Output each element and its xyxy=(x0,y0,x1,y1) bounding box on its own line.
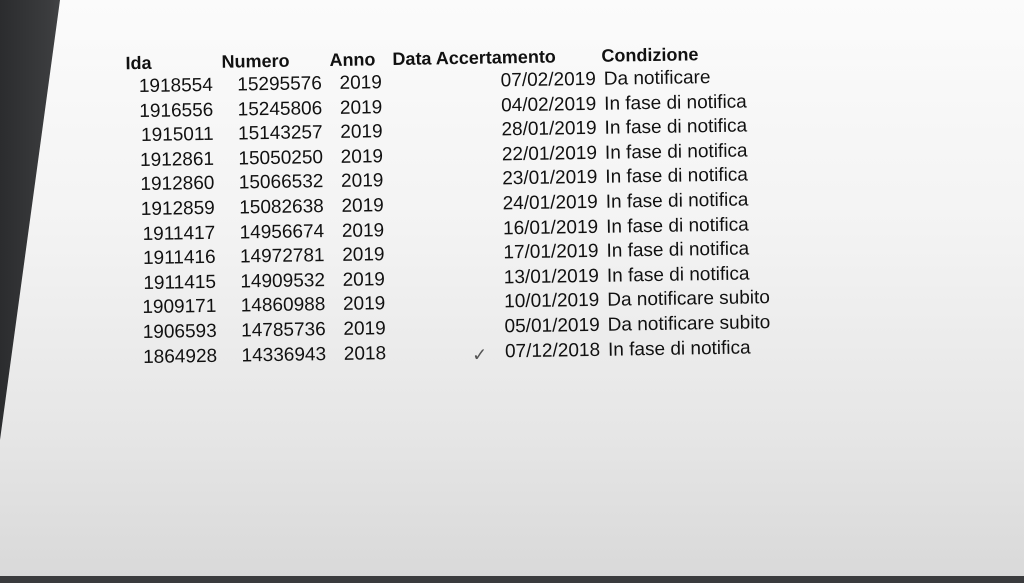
cell-numero: 15143257 xyxy=(237,122,323,145)
cell-condizione: In fase di notifica xyxy=(604,91,747,115)
cell-condizione: In fase di notifica xyxy=(606,238,750,262)
cell-ida: 1911415 xyxy=(143,271,217,294)
cell-ida: 1912859 xyxy=(140,197,215,221)
cell-anno: 2019 xyxy=(342,268,386,291)
cell-anno: 2019 xyxy=(341,195,384,217)
cell-condizione: Da notificare xyxy=(603,67,711,90)
cell-numero: 15050250 xyxy=(238,146,324,170)
cell-ida: 1918554 xyxy=(138,74,214,98)
header-numero: Numero xyxy=(221,50,290,72)
cell-numero: 14956674 xyxy=(239,220,325,244)
cell-ida: 1916556 xyxy=(139,99,214,122)
cell-ida: 1912860 xyxy=(140,173,215,196)
cell-anno: 2019 xyxy=(340,121,383,144)
cell-numero: 14336943 xyxy=(241,343,327,367)
cell-ida: 1912861 xyxy=(139,148,215,171)
header-data-accertamento: Data Accertamento xyxy=(392,46,556,70)
header-condizione: Condizione xyxy=(601,44,699,66)
cell-condizione: Da notificare subito xyxy=(607,312,771,336)
cell-anno: 2019 xyxy=(339,72,382,94)
cell-data-accertamento: 22/01/2019 xyxy=(501,142,598,166)
cell-data-accertamento: 07/02/2019 xyxy=(500,68,596,92)
cell-numero: 15245806 xyxy=(237,97,323,121)
cell-ida: 1864928 xyxy=(142,345,218,368)
cell-anno: 2019 xyxy=(343,318,386,340)
cell-numero: 14909532 xyxy=(240,269,326,293)
cell-data-accertamento: 28/01/2019 xyxy=(501,118,597,141)
cell-numero: 15082638 xyxy=(239,196,324,219)
cell-condizione: In fase di notifica xyxy=(605,189,749,213)
cell-condizione: In fase di notifica xyxy=(604,115,748,139)
header-anno: Anno xyxy=(329,49,376,71)
cell-anno: 2019 xyxy=(340,170,384,193)
cell-anno: 2018 xyxy=(343,342,387,365)
cell-condizione: In fase di notifica xyxy=(607,337,751,361)
cell-numero: 15295576 xyxy=(237,73,323,96)
cell-data-accertamento: 13/01/2019 xyxy=(503,265,600,289)
cell-data-accertamento: 04/02/2019 xyxy=(500,93,597,116)
cell-data-accertamento: 23/01/2019 xyxy=(502,167,598,190)
cell-numero: 14785736 xyxy=(241,319,326,342)
cell-ida: 1906593 xyxy=(142,320,217,343)
cell-condizione: In fase di notifica xyxy=(604,140,748,164)
cell-ida: 1915011 xyxy=(140,124,214,147)
cell-condizione: Da notificare subito xyxy=(607,287,771,312)
cell-condizione: In fase di notifica xyxy=(605,164,749,189)
cell-ida: 1911417 xyxy=(142,222,216,245)
cell-data-accertamento: 05/01/2019 xyxy=(504,314,600,338)
cell-anno: 2019 xyxy=(339,96,383,119)
cell-numero: 15066532 xyxy=(238,171,324,194)
cell-data-accertamento: 16/01/2019 xyxy=(502,216,599,239)
cell-numero: 14860988 xyxy=(240,294,326,317)
cell-data-accertamento: 10/01/2019 xyxy=(504,290,600,313)
header-ida: Ida xyxy=(125,52,152,74)
cell-anno: 2019 xyxy=(341,219,385,242)
cell-data-accertamento: 07/12/2018 xyxy=(504,339,601,362)
cell-numero: 14972781 xyxy=(239,245,325,268)
cell-ida: 1909171 xyxy=(142,296,217,319)
checkmark-icon: ✓ xyxy=(471,344,488,365)
cell-data-accertamento: 17/01/2019 xyxy=(503,241,599,264)
cell-anno: 2019 xyxy=(342,244,385,267)
cell-data-accertamento: 24/01/2019 xyxy=(502,191,598,215)
cell-condizione: In fase di notifica xyxy=(606,263,750,287)
cell-ida: 1911416 xyxy=(142,247,216,270)
cell-anno: 2019 xyxy=(340,145,384,168)
cell-condizione: In fase di notifica xyxy=(605,214,749,238)
cell-anno: 2019 xyxy=(342,293,386,316)
